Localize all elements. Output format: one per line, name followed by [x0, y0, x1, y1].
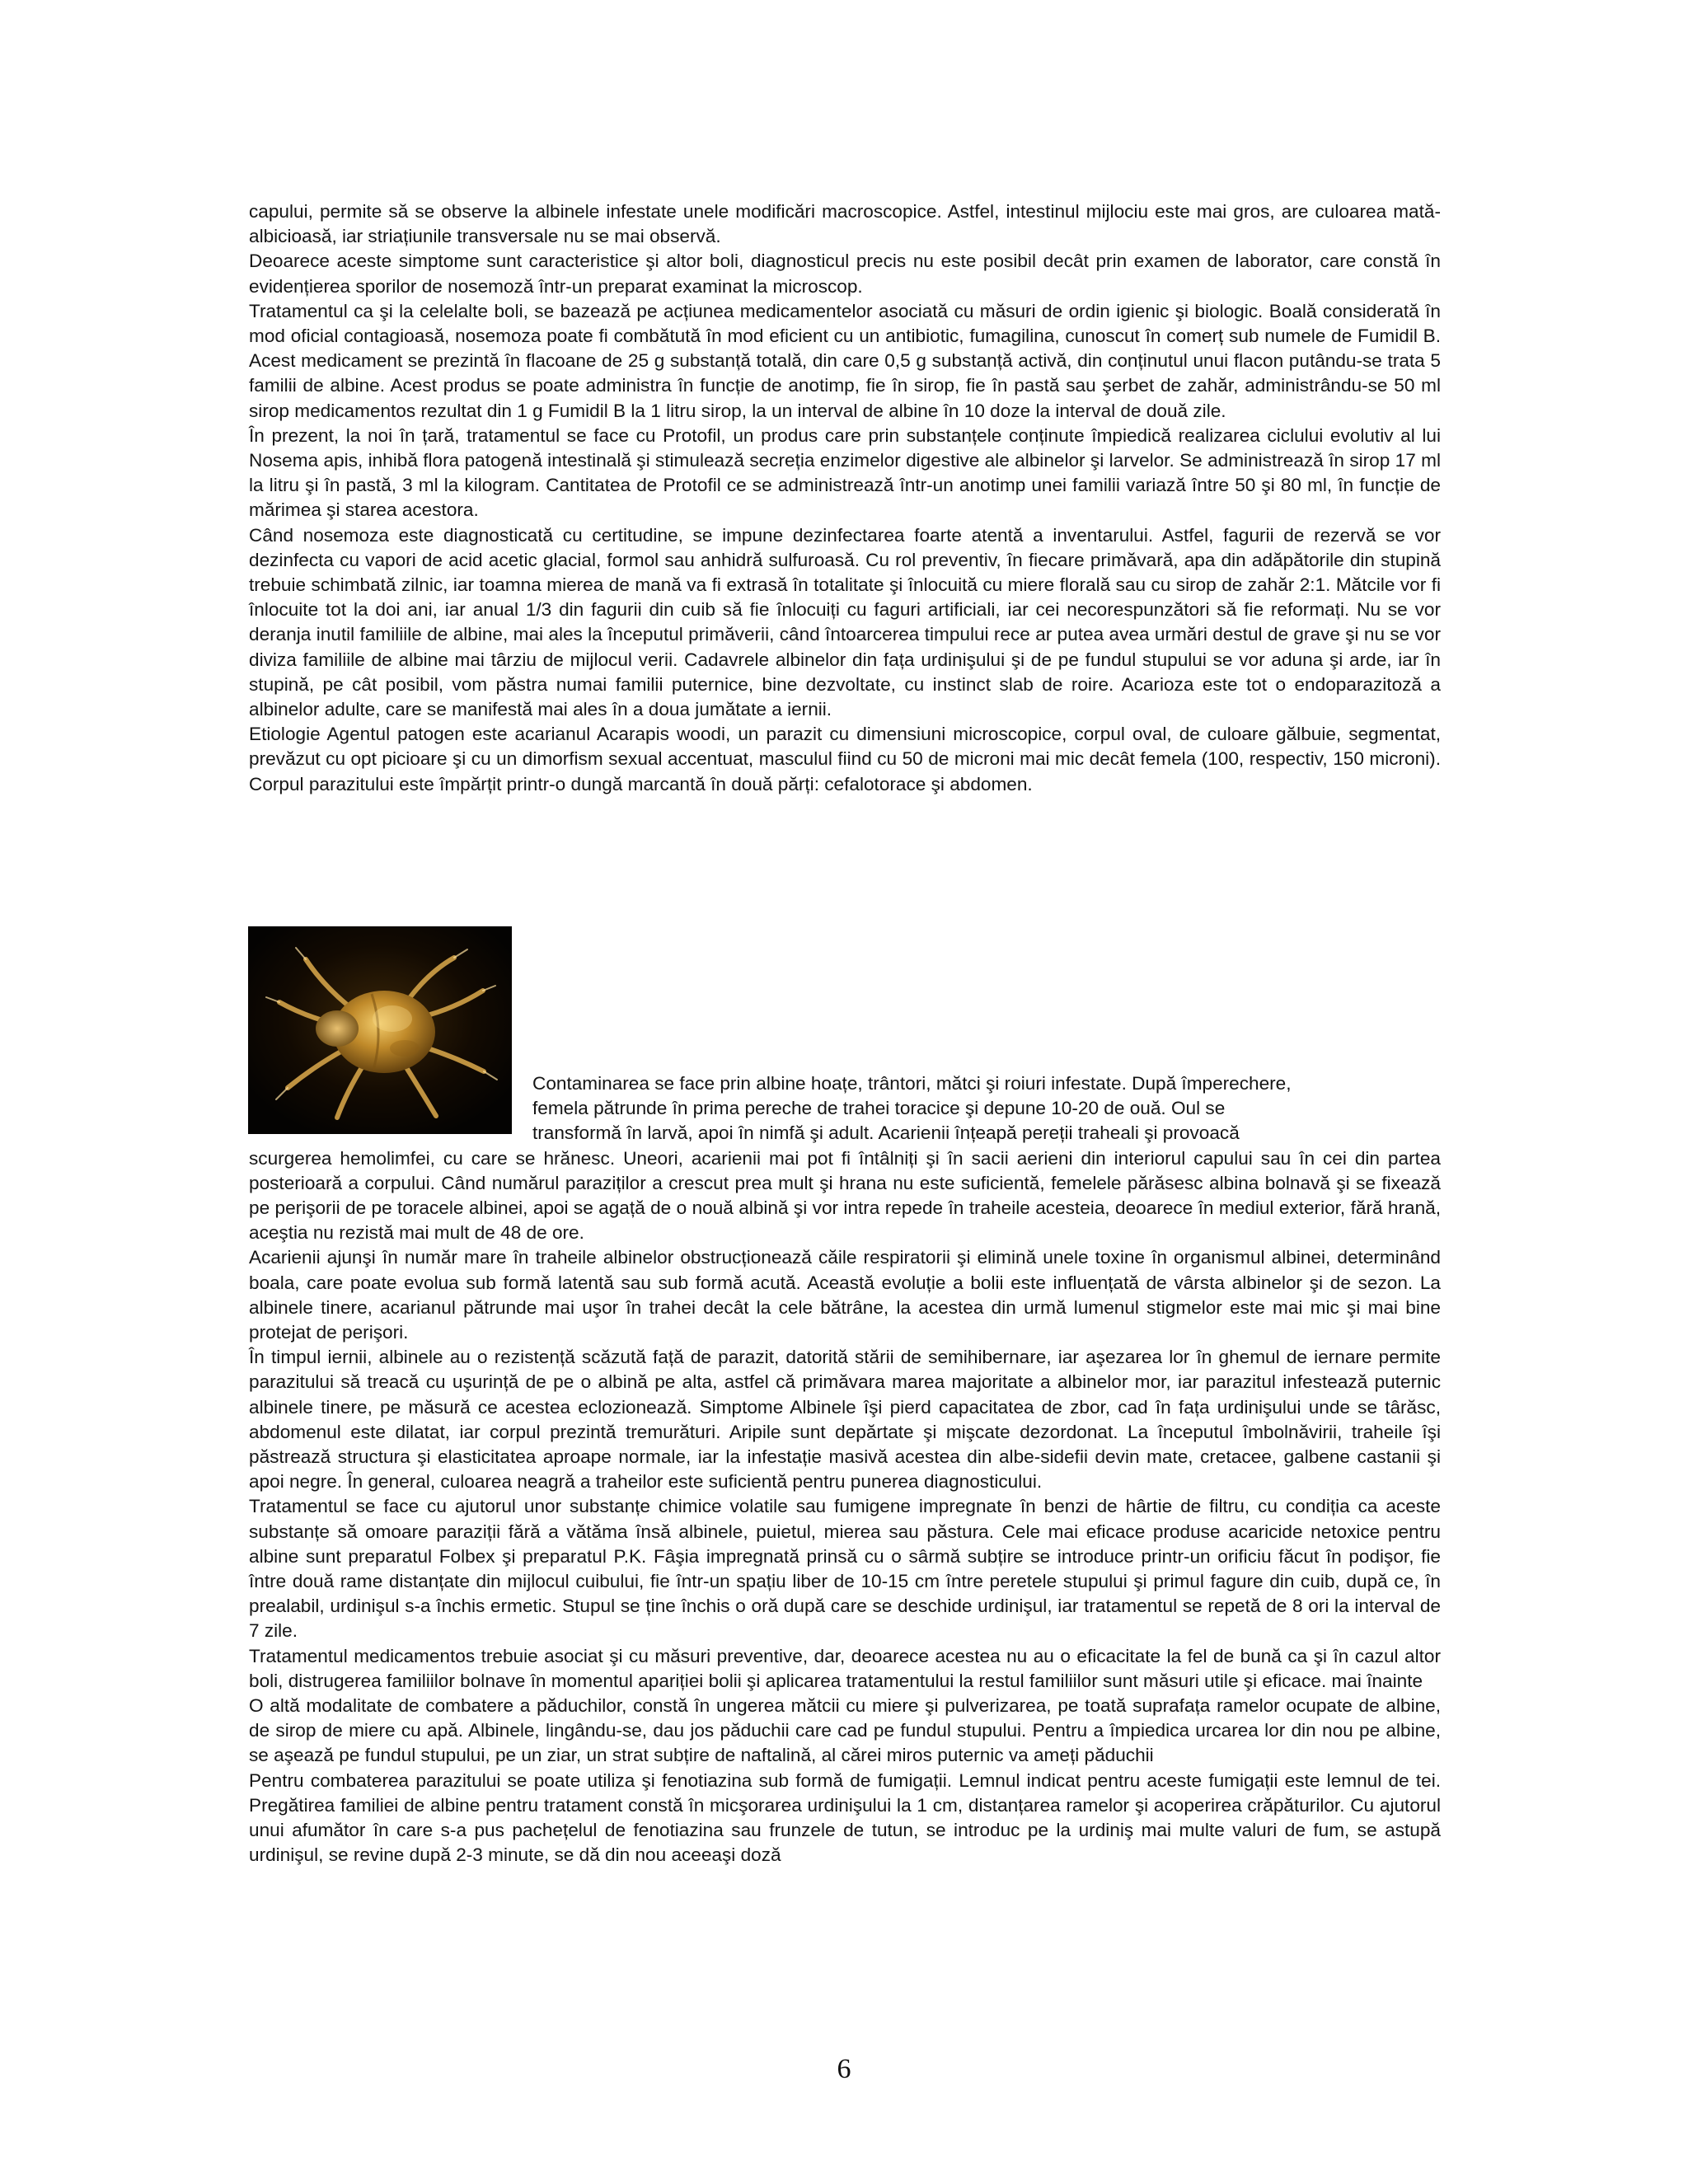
wrapped-line: transformă în larvă, apoi în nimfă şi adult. Acarienii înțeapă pereții traheali şi provoacă: [532, 1122, 1240, 1144]
wrapped-line: Contaminarea se face prin albine hoațe, trântori, mătci şi roiuri infestate. După împerechere,: [532, 1073, 1292, 1094]
page-number: 6: [837, 2054, 851, 2084]
paragraph: Acarienii ajunşi în număr mare în traheile albinelor obstrucționează căile respiratorii şi elimină unele toxine în organismul albinei, determinând boala, care poate evolua sub formă latentă sau sub formă acută. Această evoluție a bolii este influențată de vârsta albinelor şi de sezon. La albinele tinere, acarianul pătrunde mai uşor în trahei decât la cele bătrâne, la acestea din urmă lumenul stigmelor este mai mic şi mai bine protejat de perişori.: [249, 1247, 1441, 1343]
paragraph: capului, permite să se observe la albinele infestate unele modificări macroscopice. Astfel, intestinul mijlociu este mai gros, are culoarea mată-albicioasă, iar striațiunile transversale nu se mai observă.: [249, 201, 1441, 247]
paragraph: Etiologie Agentul patogen este acarianul Acarapis woodi, un parazit cu dimensiuni microscopice, corpul oval, de culoare gălbuie, segmentat, prevăzut cu opt picioare şi cu un dimorfism sexual accentuat, masculul fiind cu 50 de microni mai mic decât femela (100, respectiv, 150 microni). Corpul parazitului este împărțit printr-o dungă marcantă în două părți: cefalotorace şi abdomen.: [249, 724, 1441, 794]
text-block-lower: [249, 1071, 1441, 1868]
wrapped-line: femela pătrunde în prima pereche de trahei toracice şi depune 10-20 de ouă. Oul se: [532, 1098, 1226, 1119]
paragraph: Tratamentul ca şi la celelalte boli, se bazează pe acțiunea medicamentelor asociată cu măsuri de ordin igienic şi biologic. Boală considerată în mod oficial contagioasă, nosemoza poate fi combătută în mod eficient cu un antibiotic, fumagilina, cunoscut în comerț sub numele de Fumidil B. Acest medicament se prezintă în flacoane de 25 g substanță totală, din care 0,5 g substanță activă, din conținutul unui flacon putându-se trata 5 familii de albine. Acest produs se poate administra în funcție de anotimp, fie în sirop, fie în pastă sau şerbet de zahăr, administrându-se 50 ml sirop medicamentos rezultat din 1 g Fumidil B la 1 litru sirop, la un interval de albine în 10 doze la interval de două zile.: [249, 300, 1441, 421]
paragraph: Tratamentul se face cu ajutorul unor substanțe chimice volatile sau fumigene impregnate în benzi de hârtie de filtru, cu condiția ca aceste substanțe să omoare paraziții fără a vătăma însă albinele, puietul, mierea sau păstura. Cele mai eficace produse acaricide netoxice pentru albine sunt preparatul Folbex şi preparatul P.K. Fâşia impregnată prinsă cu o sârmă subțire se introduce printr-un orificiu făcut în podişor, fie între două rame distanțate din mijlocul cuibului, fie într-un spațiu liber de 10-15 cm între peretele stupului şi primul fagure din cuib, după ce, în prealabil, urdinişul s-a închis ermetic. Stupul se ține închis o oră după care se deschide urdinişul, iar tratamentul se repetă de 8 ori la interval de 7 zile.: [249, 1496, 1441, 1642]
paragraph: În timpul iernii, albinele au o rezistență scăzută față de parazit, datorită stării de semihibernare, iar aşezarea lor în ghemul de iernare permite parazitului să treacă cu uşurință de pe o albină pe alta, astfel că primăvara marea majoritate a albinelor mor, iar parazitul infestează puternic albinele tinere, pe măsură ce acestea eclozionează. Simptome Albinele îşi pierd capacitatea de zbor, cad în fața urdinişului unde se târăsc, abdomenul este dilatat, iar corpul prezintă tremurături. Aripile sunt depărtate şi mişcate dezordonat. La începutul îmbolnăvirii, traheile îşi păstrează structura şi elasticitatea aproape normale, iar la infestație masivă acestea din albe-sidefii devin mate, cretacee, galbene castanii şi apoi negre. În general, culoarea neagră a traheilor este suficientă pentru punerea diagnosticului.: [249, 1347, 1441, 1493]
paragraph: Pentru combaterea parazitului se poate utiliza şi fenotiazina sub formă de fumigații. Lemnul indicat pentru aceste fumigații este lemnul de tei. Pregătirea familiei de albine pentru tratament constă în micşorarea urdinişului la 1 cm, distanțarea ramelor şi acoperirea crăpăturilor. Cu ajutorul unui afumător în care s-a pus pachețelul de fenotiazina sau frunzele de tutun, se introduc pe la urdiniş mai multe valuri de fum, se astupă urdinişul, se revine după 2-3 minute, se dă din nou aceeaşi doză: [249, 1769, 1441, 1866]
paragraph: În prezent, la noi în țară, tratamentul se face cu Protofil, un produs care prin substanțele conținute împiedică realizarea ciclului evolutiv al lui Nosema apis, inhibă flora patogenă intestinală şi stimulează secreția enzimelor digestive ale albinelor şi larvelor. Se administrează în sirop 17 ml la litru şi în pastă, 3 ml la kilogram. Cantitatea de Protofil ce se administrează într-un anotimp unei familii variază între 50 şi 80 ml, în funcție de mărimea şi starea acestora.: [249, 424, 1441, 521]
paragraph: Deoarece aceste simptome sunt caracteristice şi altor boli, diagnosticul precis nu este posibil decât prin examen de laborator, care constă în evidențierea sporilor de nosemoză într-un preparat examinat la microscop.: [249, 251, 1441, 297]
text-block-upper: [249, 199, 1441, 797]
paragraph: O altă modalitate de combatere a păduchilor, constă în ungerea mătcii cu miere şi pulverizarea, pe toată suprafața ramelor ocupate de albine, de sirop de miere cu apă. Albinele, lingându-se, dau jos păduchii care cad pe fundul stupului. Pentru a împiedica urcarea lor din nou pe albine, se aşează pe fundul stupului, pe un ziar, un strat subțire de naftalină, al cărei miros puternic va ameți păduchii: [249, 1695, 1441, 1766]
paragraph: Tratamentul medicamentos trebuie asociat şi cu măsuri preventive, dar, deoarece acestea nu au o eficacitate la fel de bună ca şi în cazul altor boli, distrugerea familiilor bolnave în momentul apariției bolii şi aplicarea tratamentului la restul familiilor sunt măsuri utile şi eficace. mai înainte: [249, 1645, 1441, 1691]
paragraph: Când nosemoza este diagnosticată cu certitudine, se impune dezinfectarea foarte atentă a inventarului. Astfel, fagurii de rezervă se vor dezinfecta cu vapori de acid acetic glacial, formol sau anhidră sulfuroasă. Cu rol preventiv, în fiecare primăvară, apa din adăpătorile din stupină trebuie schimbată zilnic, iar toamna mierea de mană va fi extrasă în totalitate şi înlocuită cu miere florală sau cu sirop de zahăr 2:1. Mătcile vor fi înlocuite tot la doi ani, iar anual 1/3 din fagurii din cuib să fie înlocuiți cu faguri artificiali, iar cei necorespunzători să fie reformați. Nu se vor deranja inutil familiile de albine, mai ales la începutul primăverii, când întoarcerea timpului rece ar putea avea urmări destul de grave şi nu se vor diviza familiile de albine mai târziu de mijlocul verii. Cadavrele albinelor din fața urdinişului şi de pe fundul stupului se vor aduna şi arde, iar în stupină, pe cât posibil, vom păstra numai familii puternice, bine dezvoltate, cu instinct slab de roire. Acarioza este tot o endoparazitoză a albinelor adulte, care se manifestă mai ales în a doua jumătate a iernii.: [249, 524, 1441, 720]
paragraph: scurgerea hemolimfei, cu care se hrănesc. Uneori, acarienii mai pot fi întâlniți şi în sacii aerieni din interiorul capului sau în cei din partea posterioară a corpului. Când numărul paraziților a crescut prea mult şi hrana nu este suficientă, femelele părăsesc albina bolnavă şi se fixează pe perişorii de pe toracele albinei, apoi se agață de o nouă albină şi vor intra repede în traheile acesteia, deoarece în mediul exterior, fără hrană, aceştia nu rezistă mai mult de 48 de ore.: [249, 1147, 1441, 1244]
